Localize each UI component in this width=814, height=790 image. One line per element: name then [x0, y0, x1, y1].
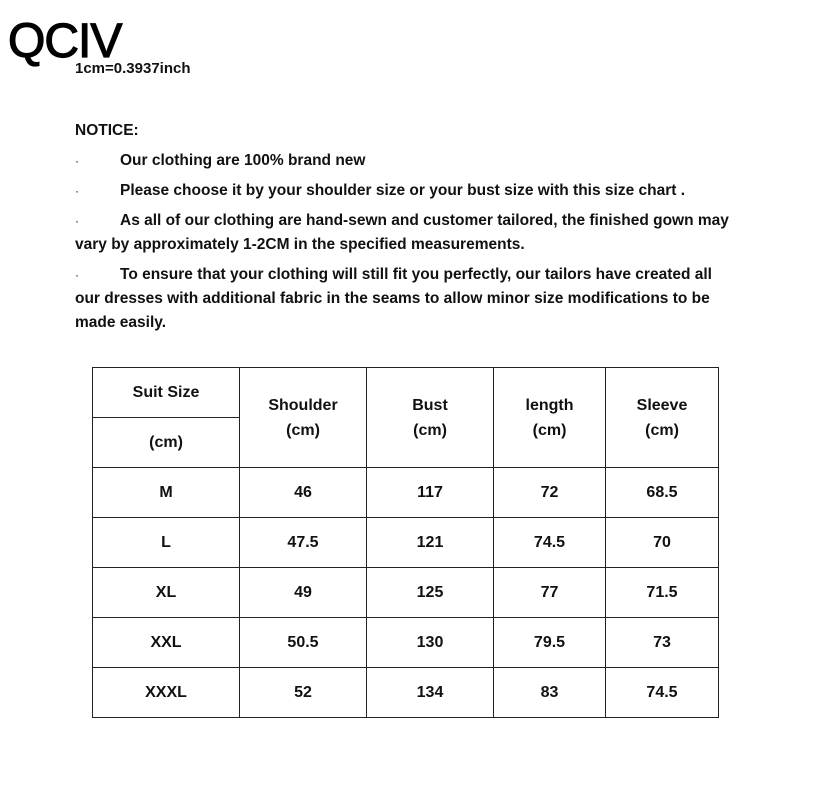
cell-shoulder: 46 — [240, 468, 367, 518]
cell-sleeve: 73 — [606, 618, 719, 668]
cell-length: 72 — [494, 468, 606, 518]
table-row — [93, 468, 719, 518]
header-suit-size: Suit Size — [93, 368, 240, 418]
header-length-label: length — [525, 396, 574, 414]
header-shoulder-label: Shoulder — [268, 396, 338, 414]
cell-sleeve: 68.5 — [606, 468, 719, 518]
cell-size: XL — [93, 568, 240, 618]
cell-length: 77 — [494, 568, 606, 618]
notice-item-text: As all of our clothing are hand-sewn and customer tailored, the finished gown may vary by approximately 1-2CM in the specified measurements. — [75, 212, 729, 253]
header-shoulder-unit: (cm) — [286, 421, 320, 439]
header-bust — [367, 368, 494, 468]
brand-logo: QCIV — [8, 15, 122, 68]
cell-sleeve: 70 — [606, 518, 719, 568]
cell-size: L — [93, 518, 240, 568]
cell-size: XXXL — [93, 668, 240, 718]
table-row — [93, 568, 719, 618]
cell-shoulder: 49 — [240, 568, 367, 618]
notice-section — [75, 119, 740, 341]
header-bust-label: Bust — [412, 396, 448, 414]
size-chart-table — [92, 367, 719, 718]
table-row — [93, 668, 719, 718]
header-sleeve-label: Sleeve — [636, 396, 688, 414]
cell-size: XXL — [93, 618, 240, 668]
notice-item — [75, 179, 740, 203]
cell-length: 79.5 — [494, 618, 606, 668]
table-row — [93, 618, 719, 668]
cell-shoulder: 50.5 — [240, 618, 367, 668]
bullet-marker: · — [75, 214, 79, 228]
cell-length: 83 — [494, 668, 606, 718]
header-sleeve-unit: (cm) — [645, 421, 679, 439]
header-suit-size-unit: (cm) — [93, 418, 240, 468]
notice-item-text: To ensure that your clothing will still fit you perfectly, our tailors have created all our dresses with additional fabric in the seams to allow minor size modifications to be made easily. — [75, 266, 712, 331]
bullet-marker: · — [75, 184, 79, 198]
notice-title: NOTICE: — [75, 122, 139, 139]
unit-conversion-note: 1cm=0.3937inch — [75, 60, 191, 77]
cell-length: 74.5 — [494, 518, 606, 568]
header-sleeve — [606, 368, 719, 468]
cell-bust: 130 — [367, 618, 494, 668]
notice-item-text: Please choose it by your shoulder size or your bust size with this size chart . — [120, 182, 686, 199]
header-length-unit: (cm) — [532, 421, 567, 439]
cell-bust: 134 — [367, 668, 494, 718]
table-header-row — [93, 368, 719, 418]
notice-item-text: Our clothing are 100% brand new — [120, 152, 366, 169]
header-bust-unit: (cm) — [413, 421, 447, 439]
notice-item — [75, 209, 740, 257]
cell-bust: 121 — [367, 518, 494, 568]
cell-size: M — [93, 468, 240, 518]
cell-sleeve: 74.5 — [606, 668, 719, 718]
cell-shoulder: 47.5 — [240, 518, 367, 568]
table-row — [93, 518, 719, 568]
cell-sleeve: 71.5 — [606, 568, 719, 618]
cell-bust: 117 — [367, 468, 494, 518]
cell-shoulder: 52 — [240, 668, 367, 718]
cell-bust: 125 — [367, 568, 494, 618]
bullet-marker: · — [75, 268, 79, 282]
header-length — [494, 368, 606, 468]
notice-item — [75, 149, 740, 173]
notice-item — [75, 263, 740, 335]
bullet-marker: · — [75, 154, 79, 168]
header-shoulder — [240, 368, 367, 468]
